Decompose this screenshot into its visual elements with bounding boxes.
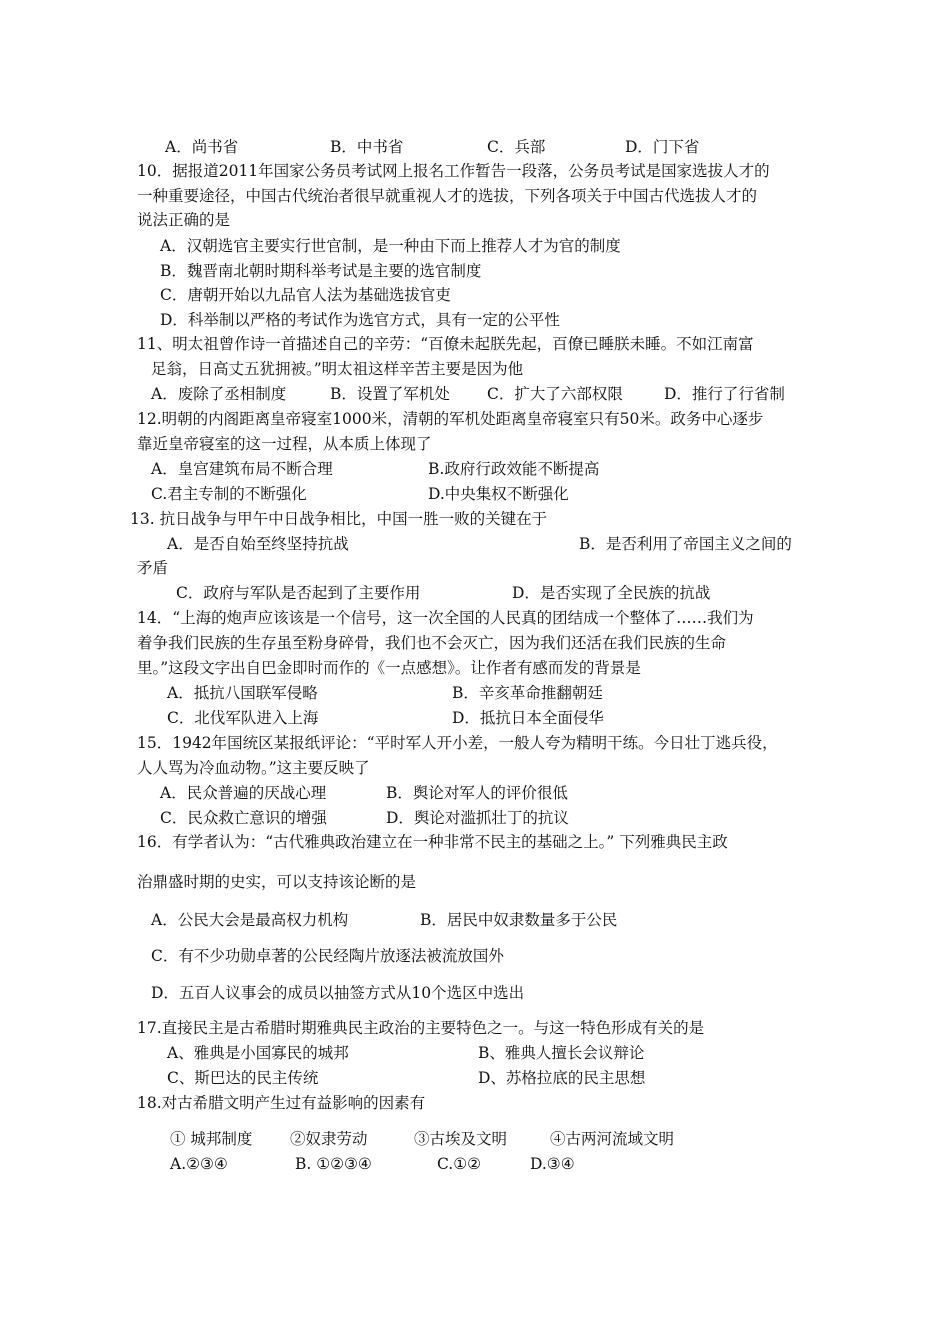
- q14-option-d: D．抵抗日本全面侵华: [452, 709, 604, 727]
- q15-option-a: A．民众普遍的厌战心理: [160, 784, 327, 802]
- q13-option-d: D．是否实现了全民族的抗战: [512, 584, 711, 602]
- q15-option-d: D．舆论对滥抓壮丁的抗议: [386, 809, 569, 827]
- q18-option-d: D.③④: [530, 1155, 575, 1173]
- q16-option-c: C．有不少功勋卓著的公民经陶片放逐法被流放国外: [151, 947, 504, 965]
- q18-item-4: ④古两河流域文明: [550, 1130, 675, 1148]
- q12-option-b: B.政府行政效能不断提高: [428, 460, 600, 478]
- q18-item-3: ③古埃及文明: [414, 1130, 508, 1148]
- q9-option-b: B．中书省: [330, 138, 404, 156]
- q17-stem: 17.直接民主是古希腊时期雅典民主政治的主要特色之一。与这一特色形成有关的是: [137, 1019, 705, 1037]
- q15-option-c: C．民众救亡意识的增强: [160, 809, 327, 827]
- q12-option-d: D.中央集权不断强化: [428, 485, 569, 503]
- q10-option-b: B．魏晋南北朝时期科举考试是主要的选官制度: [160, 262, 482, 280]
- q11-option-b: B．设置了军机处: [330, 385, 450, 403]
- q15-stem-line-1: 15．1942年国统区某报纸评论：“平时军人开小差，一般人夸为精明干练。今日壮丁逃兵役，: [137, 734, 778, 752]
- q13-option-c: C．政府与军队是否起到了主要作用: [176, 584, 421, 602]
- q18-item-1: ① 城邦制度: [170, 1130, 253, 1148]
- q12-option-c: C.君主专制的不断强化: [151, 485, 307, 503]
- q17-option-a: A、雅典是小国寡民的城邦: [167, 1044, 349, 1062]
- q11-option-d: D．推行了行省制: [664, 385, 785, 403]
- q18-item-2: ②奴隶劳动: [290, 1130, 368, 1148]
- q16-option-d: D．五百人议事会的成员以抽签方式从10个选区中选出: [151, 984, 525, 1002]
- q14-stem-line-2: 着争我们民族的生存虽至粉身碎骨，我们也不会灭亡，因为我们还活在我们民族的生命: [137, 634, 727, 652]
- q14-option-b: B．辛亥革命推翻朝廷: [452, 684, 603, 702]
- q11-option-a: A．废除了丞相制度: [151, 385, 287, 403]
- q10-option-c: C．唐朝开始以九品官人法为基础选拔官吏: [160, 286, 451, 304]
- q11-option-c: C．扩大了六部权限: [487, 385, 623, 403]
- q18-option-b: B. ①②③④: [295, 1155, 372, 1173]
- q11-stem-line-2: 足翁，日高丈五犹拥被。”明太祖这样辛苦主要是因为他: [151, 360, 524, 378]
- q18-option-a: A.②③④: [170, 1155, 228, 1173]
- q13-option-a: A．是否自始至终坚持抗战: [167, 535, 349, 553]
- q9-option-c: C．兵部: [487, 138, 546, 156]
- q13-option-b-continued: 矛盾: [137, 559, 169, 577]
- q9-option-d: D．门下省: [625, 138, 700, 156]
- q17-option-c: C、斯巴达的民主传统: [167, 1069, 319, 1087]
- q17-option-b: B、雅典人擅长会议辩论: [478, 1044, 645, 1062]
- q10-option-a: A．汉朝选官主要实行世官制，是一种由下而上推荐人才为官的制度: [160, 237, 621, 255]
- q17-option-d: D、苏格拉底的民主思想: [478, 1069, 646, 1087]
- q12-stem-line-2: 靠近皇帝寝室的这一过程，从本质上体现了: [137, 435, 432, 453]
- q18-option-c: C.①②: [437, 1155, 482, 1173]
- q14-option-a: A．抵抗八国联军侵略: [167, 684, 318, 702]
- q16-stem-line-1: 16．有学者认为：“古代雅典政治建立在一种非常不民主的基础之上。” 下列雅典民主政: [137, 833, 728, 851]
- q13-stem: 13. 抗日战争与甲午中日战争相比，中国一胜一败的关键在于: [130, 510, 548, 528]
- q14-stem-line-3: 里。”这段文字出自巴金即时而作的《一点感想》。让作者有感而发的背景是: [137, 659, 641, 677]
- q15-option-b: B．舆论对军人的评价很低: [386, 784, 568, 802]
- q16-stem-line-2: 治鼎盛时期的史实，可以支持该论断的是: [137, 873, 417, 891]
- q10-stem-line-2: 一种重要途径，中国古代统治者很早就重视人才的选拔，下列各项关于中国古代选拔人才的: [137, 187, 758, 205]
- q16-option-b: B．居民中奴隶数量多于公民: [420, 911, 618, 929]
- q16-option-a: A．公民大会是最高权力机构: [151, 911, 349, 929]
- q15-stem-line-2: 人人骂为冷血动物。”这主要反映了: [137, 759, 370, 777]
- q12-option-a: A．皇宫建筑布局不断合理: [151, 460, 333, 478]
- q10-stem-line-3: 说法正确的是: [137, 211, 231, 229]
- q11-stem-line-1: 11、明太祖曾作诗一首描述自己的辛劳：“百僚未起朕先起，百僚已睡朕未睡。不如江南富: [137, 335, 754, 353]
- q18-stem: 18.对古希腊文明产生过有益影响的因素有: [137, 1094, 426, 1112]
- q10-option-d: D．科举制以严格的考试作为选官方式，具有一定的公平性: [160, 311, 560, 329]
- q10-stem-line-1: 10．据报道2011年国家公务员考试网上报名工作暂告一段落，公务员考试是国家选拔人才的: [137, 162, 770, 180]
- q14-option-c: C．北伐军队进入上海: [167, 709, 319, 727]
- q12-stem-line-1: 12.明朝的内阁距离皇帝寝室1000米，清朝的军机处距离皇帝寝室只有50米。政务中心逐步: [137, 410, 764, 428]
- q13-option-b: B．是否利用了帝国主义之间的: [579, 535, 792, 553]
- q14-stem-line-1: 14．“上海的炮声应该该是一个信号，这一次全国的人民真的团结成一个整体了……我们为: [137, 609, 754, 627]
- q9-option-a: A．尚书省: [165, 138, 239, 156]
